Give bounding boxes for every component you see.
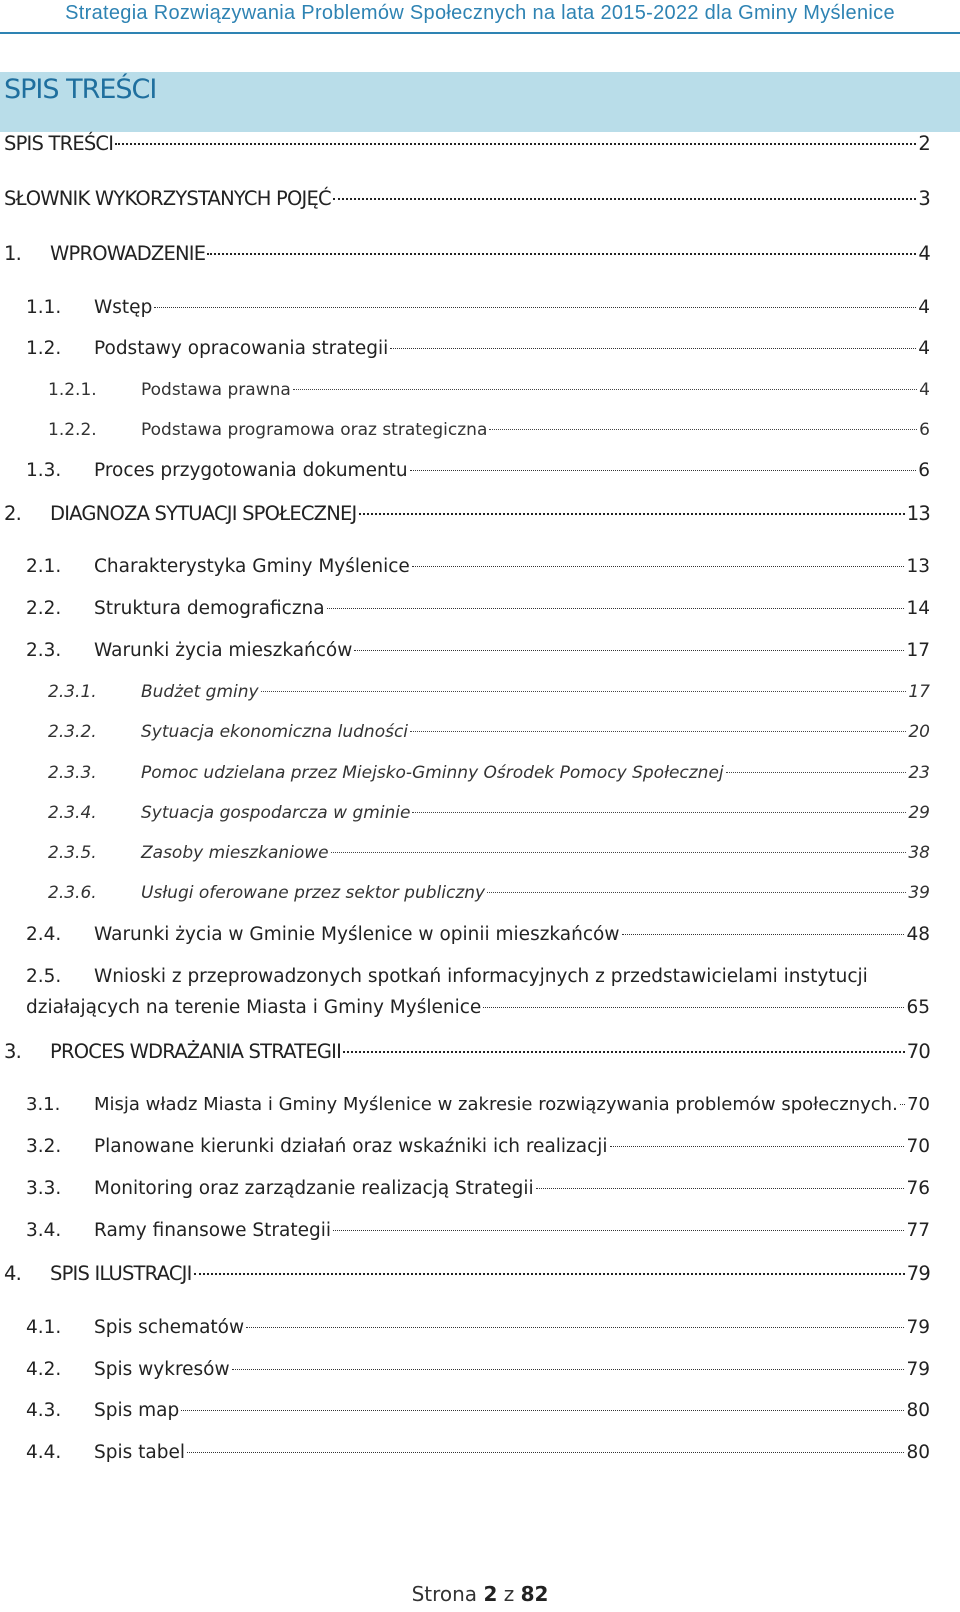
toc-entry-title: Podstawy opracowania strategii [94,338,389,359]
dot-leader [207,253,916,255]
dot-leader [410,470,917,471]
toc-entry-number: 4. [4,1262,22,1285]
toc-entry-page: 70 [906,1136,930,1157]
toc-entry-number: 2.3.3. [48,763,97,783]
toc-entry[interactable] [26,598,930,628]
toc-entry-wrapped-second-line[interactable] [26,997,930,1027]
page-footer [0,1582,960,1606]
toc-entry-page: 13 [906,502,930,525]
toc-entry-number: 4.2. [26,1359,62,1380]
toc-entry[interactable] [26,556,930,586]
toc-entry[interactable] [48,420,930,450]
toc-entry[interactable] [26,1220,930,1250]
toc-entry[interactable] [48,803,930,833]
toc-entry[interactable] [4,187,930,217]
toc-entry-page: 17 [908,682,930,702]
toc-entry-number: 2.5. [26,966,62,987]
running-header: Strategia Rozwiązywania Problemów Społecznych na lata 2015-2022 dla Gminy Myślenice [65,2,895,24]
dot-leader [343,1051,905,1053]
toc-entry-title: Warunki życia mieszkańców [94,640,353,661]
dot-leader [489,429,917,430]
dot-leader [261,691,907,692]
dot-leader [900,1104,905,1105]
toc-entry-number: 1.2.1. [48,380,97,400]
toc-entry-number: 1.3. [26,460,62,481]
toc-entry-title: WPROWADZENIE [50,242,206,265]
toc-entry[interactable] [48,763,930,793]
toc-entry-title: Sytuacja ekonomiczna ludności [141,722,409,742]
toc-entry-title: PROCES WDRAŻANIA STRATEGII [50,1040,342,1063]
toc-entry-title: Spis map [94,1400,180,1421]
toc-entry-page: 4 [918,338,930,359]
toc-entry-page: 79 [906,1317,930,1338]
toc-entry-page: 4 [919,380,930,400]
toc-entry-number: 3. [4,1040,22,1063]
toc-entry[interactable] [48,722,930,752]
toc-entry-page: 14 [906,598,930,619]
toc-entry-number: 1.1. [26,297,62,318]
toc-entry-page: 80 [906,1400,930,1421]
dot-leader [293,389,917,390]
toc-entry-page: 80 [906,1442,930,1463]
toc-entry-number: 4.3. [26,1400,62,1421]
toc-entry-page: 13 [906,556,930,577]
toc-entry[interactable] [26,1442,930,1472]
dot-leader [333,1230,904,1231]
dot-leader [181,1410,904,1411]
toc-entry-title: Zasoby mieszkaniowe [141,843,329,863]
toc-entry-number: 2.3.2. [48,722,97,742]
dot-leader [483,1007,904,1008]
dot-leader [726,772,907,773]
toc-entry-title: Sytuacja gospodarcza w gminie [141,803,411,823]
toc-entry-title-continued: działających na terenie Miasta i Gminy Myślenice [26,997,482,1018]
toc-entry[interactable] [26,1094,930,1124]
toc-entry[interactable] [48,843,930,873]
toc-entry[interactable] [48,682,930,712]
toc-entry-number: 1.2.2. [48,420,97,440]
toc-entry-number: 3.1. [26,1094,61,1115]
toc-entry-page: 6 [918,460,930,481]
toc-entry[interactable] [4,132,930,162]
toc-entry-page: 70 [907,1094,930,1115]
toc-entry-number: 2.3.5. [48,843,97,863]
toc-entry-title: Planowane kierunki działań oraz wskaźniki ich realizacji [94,1136,608,1157]
toc-entry-title: Struktura demograficzna [94,598,325,619]
toc-entry-page: 76 [906,1178,930,1199]
toc-entry-title: Wstęp [94,297,153,318]
footer-separator: z [503,1582,515,1606]
dot-leader [622,934,905,935]
toc-entry-title: Podstawa prawna [141,380,291,400]
toc-entry-title: Spis tabel [94,1442,186,1463]
toc-entry[interactable] [48,883,930,913]
toc-entry-page: 4 [918,242,930,265]
toc-entry-number: 2.4. [26,924,62,945]
toc-entry-number: 2.2. [26,598,62,619]
toc-entry[interactable] [26,1317,930,1347]
dot-leader [487,892,906,893]
toc-entry-page: 39 [908,883,930,903]
dot-leader [610,1146,905,1147]
toc-entry-title: Pomoc udzielana przez Miejsko-Gminny Ośrodek Pomocy Społecznej [141,763,724,783]
toc-entry[interactable] [26,1178,930,1208]
toc-entry-title: Ramy finansowe Strategii [94,1220,332,1241]
toc-entry-page: 2 [918,132,930,155]
toc-entry-number: 2.1. [26,556,62,577]
toc-entry-page: 70 [906,1040,930,1063]
toc-entry-page: 6 [919,420,930,440]
dot-leader [246,1327,904,1328]
toc-entry-number: 4.4. [26,1442,62,1463]
toc-entry-page: 17 [906,640,930,661]
toc-entry-title: Proces przygotowania dokumentu [94,460,408,481]
toc-entry-page: 65 [906,997,930,1018]
toc-heading: SPIS TREŚCI [4,74,157,105]
toc-entry-page: 4 [918,297,930,318]
toc-entry-title: Usługi oferowane przez sektor publiczny [141,883,486,903]
toc-entry-title: Misja władz Miasta i Gminy Myślenice w zakresie rozwiązywania problemów społecznych. [94,1094,898,1115]
toc-entry-title: SPIS TREŚCI [4,132,114,155]
dot-leader [187,1452,904,1453]
toc-entry-number: 3.4. [26,1220,62,1241]
dot-leader [327,608,905,609]
dot-leader [115,143,916,145]
toc-entry[interactable] [4,242,930,272]
toc-entry-page: 77 [906,1220,930,1241]
footer-current-page: 2 [483,1582,498,1606]
toc-entry-page: 79 [906,1359,930,1380]
toc-entry-page: 3 [918,187,930,210]
toc-entry[interactable] [26,338,930,368]
dot-leader [333,198,917,200]
toc-entry[interactable] [26,1136,930,1166]
toc-entry-number: 2.3.6. [48,883,97,903]
toc-entry-number: 2.3.1. [48,682,97,702]
toc-entry-number: 3.2. [26,1136,62,1157]
toc-entry-wrapped-first-line[interactable] [26,966,930,987]
dot-leader [154,307,916,308]
toc-entry-number: 4.1. [26,1317,62,1338]
dot-leader [194,1273,905,1275]
dot-leader [412,812,906,813]
dot-leader [536,1188,905,1189]
toc-entry[interactable] [26,1359,930,1389]
toc-entry[interactable] [26,1400,930,1430]
toc-entry-title: Charakterystyka Gminy Myślenice [94,556,410,577]
toc-entry-title: SŁOWNIK WYKORZYSTANYCH POJĘĆ [4,187,331,210]
toc-entry[interactable] [26,460,930,490]
footer-total-pages: 82 [520,1582,549,1606]
toc-entry[interactable] [48,380,930,410]
toc-entry[interactable] [4,502,930,532]
toc-entry-number: 2.3. [26,640,62,661]
dot-leader [390,348,916,349]
toc-entry-title: DIAGNOZA SYTUACJI SPOŁECZNEJ [50,502,357,525]
toc-entry-number: 1. [4,242,22,265]
toc-entry-number: 2. [4,502,22,525]
toc-entry[interactable] [26,640,930,670]
toc-entry-page: 23 [908,763,930,783]
toc-entry-number: 3.3. [26,1178,62,1199]
toc-entry-page: 48 [906,924,930,945]
toc-entry-title: Spis wykresów [94,1359,230,1380]
dot-leader [359,513,905,515]
toc-entry-page: 79 [906,1262,930,1285]
toc-entry-page: 38 [908,843,930,863]
toc-entry[interactable] [4,1040,930,1070]
dot-leader [354,650,904,651]
toc-entry-title: SPIS ILUSTRACJI [50,1262,192,1285]
toc-entry[interactable] [4,1262,930,1292]
dot-leader [331,852,907,853]
toc-entry-title: Spis schematów [94,1317,245,1338]
toc-entry-number: 1.2. [26,338,62,359]
toc-entry[interactable] [26,924,930,954]
toc-entry-number: 2.3.4. [48,803,97,823]
dot-leader [410,731,906,732]
toc-entry-page: 29 [908,803,930,823]
dot-leader [412,566,905,567]
toc-entry-title: Podstawa programowa oraz strategiczna [141,420,488,440]
dot-leader [232,1369,905,1370]
toc-entry-title: Warunki życia w Gminie Myślenice w opinii mieszkańców [94,924,620,945]
toc-entry[interactable] [26,297,930,327]
toc-entry-title: Budżet gminy [141,682,259,702]
toc-entry-title: Wnioski z przeprowadzonych spotkań informacyjnych z przedstawicielami instytucji [94,966,868,987]
footer-prefix: Strona [411,1582,478,1606]
toc-entry-title: Monitoring oraz zarządzanie realizacją Strategii [94,1178,534,1199]
toc-entry-page: 20 [908,722,930,742]
